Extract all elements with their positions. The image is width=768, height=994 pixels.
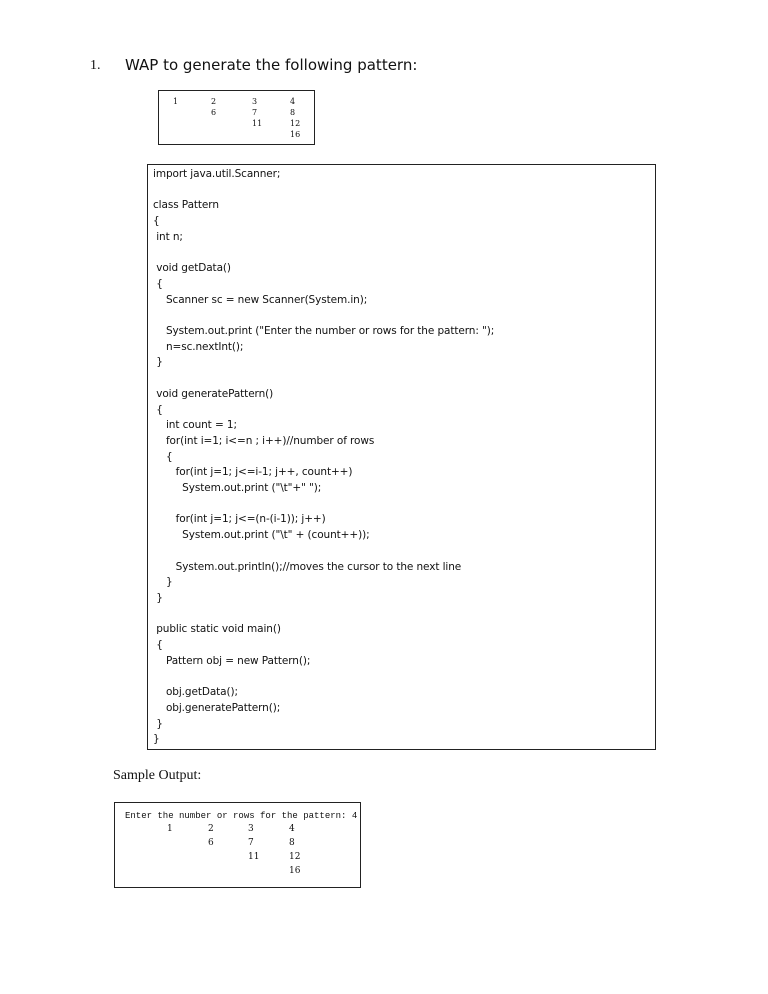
pattern-cell: 7 — [252, 108, 258, 117]
output-cell: 1 — [167, 824, 173, 834]
code-line: Pattern obj = new Pattern(); — [153, 654, 311, 667]
pattern-cell: 1 — [173, 97, 179, 106]
pattern-cell: 3 — [252, 97, 258, 106]
pattern-cell: 16 — [290, 130, 301, 139]
output-cell: 2 — [208, 824, 214, 834]
code-line: System.out.print ("Enter the number or rows for the pattern: "); — [153, 325, 495, 337]
code-line: void generatePattern() — [153, 387, 274, 400]
code-line: { — [153, 215, 160, 228]
code-line: } — [153, 733, 160, 746]
code-line: Scanner sc = new Scanner(System.in); — [153, 293, 368, 306]
code-line: for(int j=1; j<=(n-(i-1)); j++) — [153, 513, 326, 526]
code-line: { — [153, 277, 163, 290]
code-line: } — [153, 717, 163, 730]
pattern-box — [158, 90, 315, 145]
pattern-cell: 6 — [211, 108, 217, 117]
output-prompt: Enter the number or rows for the pattern: 4 — [125, 811, 358, 821]
pattern-cell: 2 — [211, 97, 217, 106]
output-cell: 11 — [248, 852, 260, 862]
question-text: WAP to generate the following pattern: — [125, 56, 418, 74]
output-cell: 4 — [289, 824, 295, 834]
pattern-cell: 12 — [290, 119, 301, 128]
code-line: obj.getData(); — [153, 686, 238, 699]
code-line: } — [153, 576, 173, 589]
code-line: } — [153, 591, 163, 604]
question-number: 1. — [90, 58, 101, 73]
output-cell: 16 — [289, 866, 301, 876]
code-line: System.out.print ("\t" + (count++)); — [153, 529, 370, 542]
code-line: n=sc.nextInt(); — [153, 340, 244, 353]
code-line: void getData() — [153, 262, 231, 275]
code-line: obj.generatePattern(); — [153, 701, 281, 714]
code-line: int count = 1; — [153, 419, 237, 432]
output-cell: 3 — [248, 824, 254, 834]
output-cell: 7 — [248, 838, 254, 848]
code-line: { — [153, 450, 173, 463]
pattern-cell: 11 — [252, 119, 263, 128]
code-line: { — [153, 403, 163, 416]
code-line: { — [153, 639, 163, 651]
code-line: System.out.print ("\t"+" "); — [153, 482, 322, 494]
code-line: for(int i=1; i<=n ; i++)//number of rows — [153, 434, 375, 447]
code-line: int n; — [153, 230, 183, 243]
code-line: System.out.println();//moves the cursor to the next line — [153, 560, 462, 573]
output-cell: 6 — [208, 838, 214, 848]
code-line: public static void main() — [153, 623, 281, 636]
code-line: class Pattern — [153, 199, 219, 212]
output-cell: 8 — [289, 838, 295, 848]
code-line: import java.util.Scanner; — [153, 168, 281, 180]
code-line: for(int j=1; j<=i-1; j++, count++) — [153, 466, 353, 479]
sample-output-box — [114, 802, 361, 888]
pattern-cell: 4 — [290, 97, 296, 106]
sample-output-label: Sample Output: — [113, 768, 202, 783]
code-listing — [147, 164, 656, 750]
output-cell: 12 — [289, 852, 301, 862]
code-line: } — [153, 356, 163, 369]
pattern-cell: 8 — [290, 108, 296, 117]
